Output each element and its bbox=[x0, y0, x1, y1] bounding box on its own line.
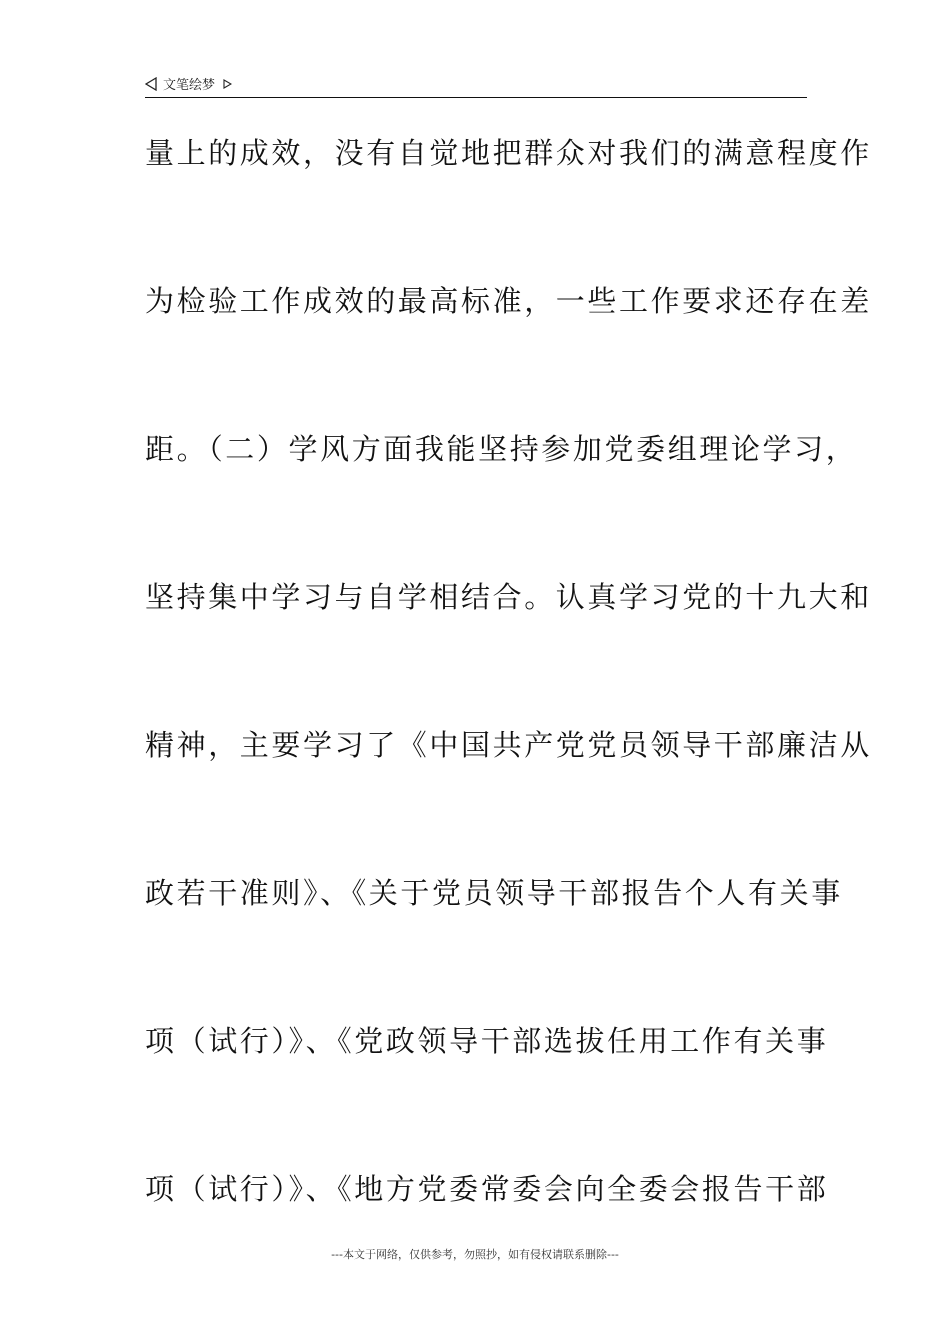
body-line-8: 项（试行）》、《地方党委常委会向全委会报告干部 bbox=[145, 1172, 829, 1206]
triangle-left-icon bbox=[145, 77, 157, 91]
header-brand bbox=[145, 74, 232, 93]
body-line-2: 为检验工作成效的最高标准，一些工作要求还存在差 bbox=[145, 284, 872, 318]
footer-disclaimer: ---本文于网络，仅供参考，勿照抄，如有侵权请联系删除--- bbox=[331, 1248, 619, 1261]
body-line-7: 项（试行）》、《党政领导干部选拔任用工作有关事 bbox=[145, 1024, 829, 1058]
page-header bbox=[145, 72, 807, 98]
body-line-6: 政若干准则》、《关于党员领导干部报告个人有关事 bbox=[145, 876, 843, 910]
header-brand-label: 文笔绘梦 bbox=[163, 78, 216, 93]
body-line-1: 量上的成效，没有自觉地把群众对我们的满意程度作 bbox=[145, 136, 872, 170]
body-line-3: 距。（二）学风方面我能坚持参加党委组理论学习， bbox=[145, 432, 858, 466]
triangle-right-icon bbox=[223, 79, 232, 89]
body-line-4: 坚持集中学习与自学相结合。认真学习党的十九大和 bbox=[145, 580, 872, 614]
header-rule bbox=[145, 97, 807, 98]
body-line-5: 精神，主要学习了《中国共产党党员领导干部廉洁从 bbox=[145, 728, 872, 762]
document-body bbox=[145, 128, 872, 1312]
